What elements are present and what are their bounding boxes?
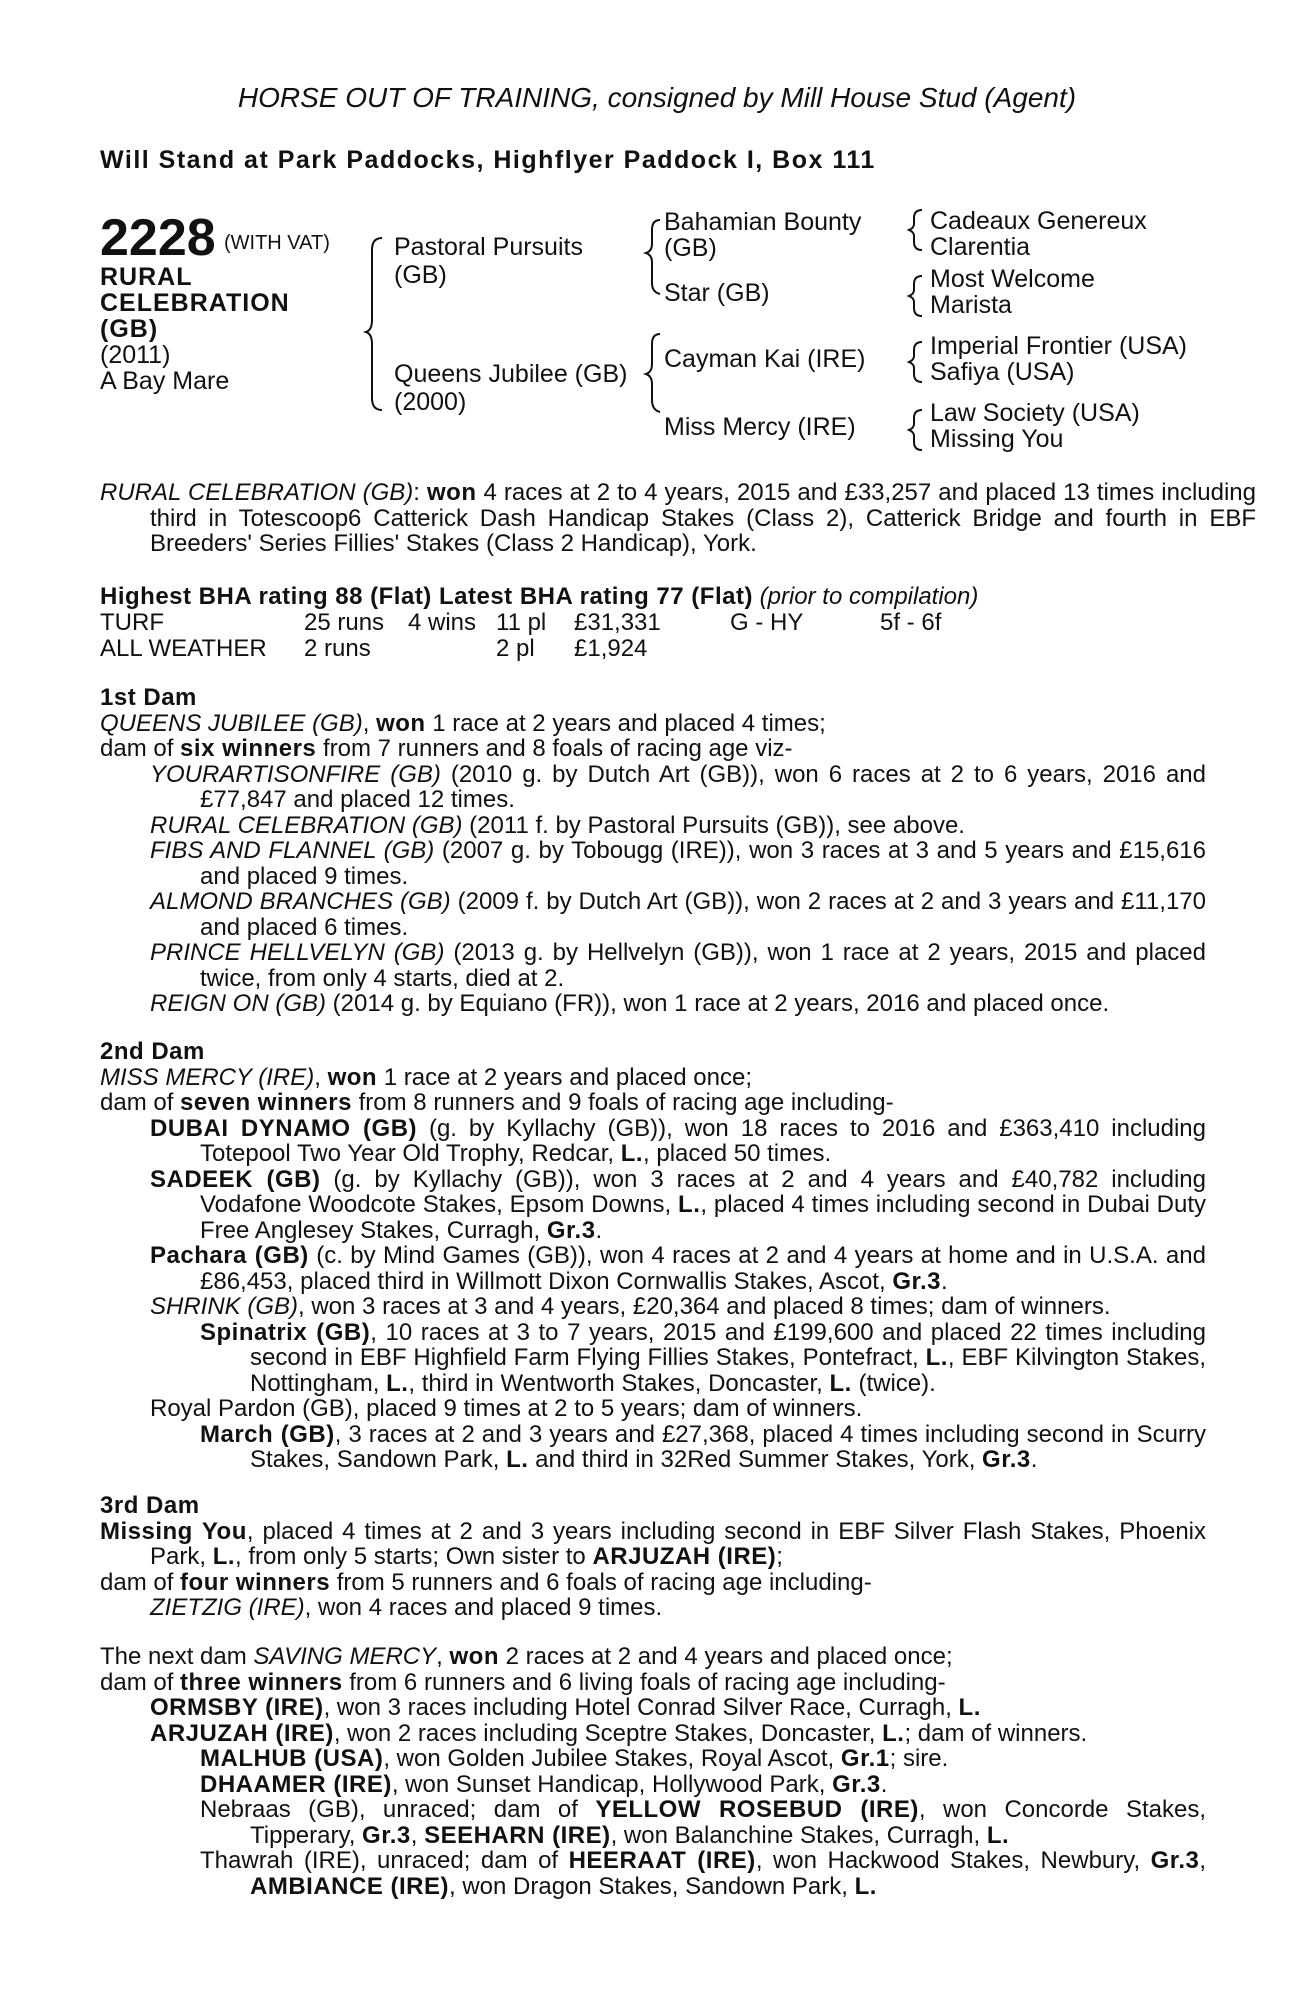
- table-row: ALL WEATHER 2 runs 2 pl £1,924: [100, 634, 648, 662]
- vat-note: (WITH VAT): [224, 232, 330, 254]
- list-item: Royal Pardon (GB), placed 9 times at 2 to 5 years; dam of winners.: [150, 1395, 863, 1422]
- list-item: Spinatrix (GB), 10 races at 3 to 7 years, 2015 and £199,600 and placed 22 times including second in EBF Highfield Farm Flying Fillies Stakes, Pontefract, L., EBF Kilvington Stakes, Nottingham, L., third in Wentworth Stakes, Doncaster, L. (twice).: [200, 1318, 1206, 1397]
- section-heading: 1st Dam: [100, 684, 197, 711]
- first-dam-section: 1st Dam QUEENS JUBILEE (GB), won 1 race at 2 years and placed 4 times; dam of six winners from 7 runners and 8 foals of racing age viz- YOURARTISONFIRE (GB) (2010 g. by Dutch Art (GB)), won 6 races at 2 to 6 years, 2016 and £77,847 and placed 12 times. RURAL CELEBRATION (GB) (2011 f. by Pastoral Pursuits (GB)), see above. FIBS AND FLANNEL (GB) (2007 g. by Tobougg (IRE)), won 3 races at 3 and 5 years and £15,616 and placed 9 times. ALMOND BRANCHES (GB) (2009 f. by Dutch Art (GB)), won 2 races at 2 and 3 years and £11,170 and placed 6 times. PRINCE HELLVELYN (GB) (2013 g. by Hellvelyn (GB)), won 1 race at 2 years, 2015 and placed twice, from only 4 starts, died at 2. REIGN ON (GB) (2014 g. by Equiano (FR)), won 1 race at 2 years, 2016 and placed once.: [100, 684, 1206, 1017]
- list-item: ALMOND BRANCHES (GB) (2009 f. by Dutch Art (GB)), won 2 races at 2 and 3 years and £11,170 and placed 6 times.: [150, 888, 1206, 941]
- list-item: SADEEK (GB) (g. by Kyllachy (GB)), won 3 races at 2 and 4 years and £40,782 including Vodafone Woodcote Stakes, Epsom Downs, L., placed 4 times including second in Dubai Duty Free Anglesey Stakes, Curragh, Gr.3.: [150, 1165, 1207, 1244]
- table-row: TURF 25 runs 4 wins 11 pl £31,331 G - HY 5f - 6f: [100, 609, 942, 636]
- list-item: Pachara (GB) (c. by Mind Games (GB)), won 4 races at 2 and 4 years at home and in U.S.A. and £86,453, placed third in Willmott Dixon Cornwallis Stakes, Ascot, Gr.3.: [150, 1242, 1206, 1295]
- dam-dam-dam: Missing You: [930, 425, 1064, 453]
- brace-dam: [646, 334, 660, 412]
- consignment-header: HORSE OUT OF TRAINING, consigned by Mill House Stud (Agent): [237, 82, 1077, 113]
- section-heading: 2nd Dam: [100, 1038, 205, 1065]
- brace-dam-dam: [909, 410, 922, 450]
- next-dam-section: The next dam SAVING MERCY, won 2 races at 2 and 4 years and placed once; dam of three winners from 6 runners and 6 living foals of racing age including- ORMSBY (IRE), won 3 races including Hotel Conrad Silver Race, Curragh, L. ARJUZAH (IRE), won 2 races including Sceptre Stakes, Doncaster, L.; dam of winners. MALHUB (USA), won Golden Jubilee Stakes, Royal Ascot, Gr.1; sire. DHAAMER (IRE), won Sunset Handicap, Hollywood Park, Gr.3. Nebraas (GB), unraced; dam of YELLOW ROSEBUD (IRE), won Concorde Stakes, Tipperary, Gr.3, SEEHARN (IRE), won Balanchine Stakes, Curragh, L. Thawrah (IRE), unraced; dam of HEERAAT (IRE), won Hackwood Stakes, Newbury, Gr.3, AMBIANCE (IRE), won Dragon Stakes, Sandown Park, L.: [100, 1643, 1207, 1900]
- list-item: FIBS AND FLANNEL (GB) (2007 g. by Tobougg (IRE)), won 3 races at 3 and 5 years and £15,616 and placed 9 times.: [150, 837, 1206, 890]
- list-item: REIGN ON (GB) (2014 g. by Equiano (FR)), won 1 race at 2 years, 2016 and placed once.: [150, 990, 1110, 1017]
- list-item: March (GB), 3 races at 2 and 3 years and £27,368, placed 4 times including second in Scurry Stakes, Sandown Park, L. and third in 32Red Summer Stakes, York, Gr.3.: [200, 1420, 1206, 1473]
- list-item: PRINCE HELLVELYN (GB) (2013 g. by Hellvelyn (GB)), won 1 race at 2 years, 2015 and placed twice, from only 4 starts, died at 2.: [150, 939, 1206, 992]
- bha-ratings: Highest BHA rating 88 (Flat) Latest BHA rating 77 (Flat) (prior to compilation): [100, 583, 979, 610]
- sire-sire-dam: Clarentia: [930, 233, 1031, 261]
- list-item: Nebraas (GB), unraced; dam of YELLOW ROSEBUD (IRE), won Concorde Stakes, Tipperary, Gr.3, SEEHARN (IRE), won Balanchine Stakes, Curragh, L.: [200, 1796, 1207, 1849]
- summary-horse-name: RURAL CELEBRATION (GB): [100, 479, 414, 506]
- horse-name-line3: (GB): [100, 315, 159, 343]
- lot-number: 2228: [100, 209, 216, 267]
- list-item: ARJUZAH (IRE), won 2 races including Sceptre Stakes, Doncaster, L.; dam of winners.: [150, 1719, 1088, 1747]
- horse-description: A Bay Mare: [100, 367, 230, 395]
- dam-dam: Miss Mercy (IRE): [664, 413, 856, 441]
- list-item: DHAAMER (IRE), won Sunset Handicap, Hollywood Park, Gr.3.: [200, 1770, 888, 1798]
- sire-sire-origin: (GB): [664, 234, 717, 262]
- list-item: RURAL CELEBRATION (GB) (2011 f. by Pastoral Pursuits (GB)), see above.: [150, 811, 965, 839]
- horse-name-line1: RURAL: [100, 263, 193, 291]
- dam-dam-sire: Law Society (USA): [930, 399, 1140, 427]
- list-item: ZIETZIG (IRE), won 4 races and placed 9 times.: [150, 1594, 663, 1621]
- list-item: SHRINK (GB), won 3 races at 3 and 4 years, £20,364 and placed 8 times; dam of winners.: [150, 1293, 1111, 1320]
- race-record-table: [100, 610, 941, 661]
- sire-sire-sire: Cadeaux Genereux: [930, 207, 1147, 235]
- brace-sire-dam: [909, 276, 922, 316]
- list-item: MALHUB (USA), won Golden Jubilee Stakes, Royal Ascot, Gr.1; sire.: [200, 1745, 949, 1772]
- list-item: YOURARTISONFIRE (GB) (2010 g. by Dutch Art (GB)), won 6 races at 2 to 6 years, 2016 and £77,847 and placed 12 times.: [150, 760, 1206, 813]
- race-summary: RURAL CELEBRATION (GB): won 4 races at 2 to 4 years, 2015 and £33,257 and placed 13 times including third in Totescoop6 Catterick Dash Handicap Stakes (Class 2), Catterick Bridge and fourth in EBF Breeders' Series Fillies' Stakes (Class 2 Handicap), York.: [100, 479, 1256, 557]
- list-item: ORMSBY (IRE), won 3 races including Hotel Conrad Silver Race, Curragh, L.: [150, 1694, 981, 1721]
- third-dam-section: 3rd Dam Missing You, placed 4 times at 2 and 3 years including second in EBF Silver Flash Stakes, Phoenix Park, L., from only 5 starts; Own sister to ARJUZAH (IRE); dam of four winners from 5 runners and 6 foals of racing age including- ZIETZIG (IRE), won 4 races and placed 9 times.: [100, 1492, 1207, 1621]
- sire-name: Pastoral Pursuits: [394, 233, 583, 261]
- pedigree-chart: [0, 0, 1314, 470]
- sire-dam-sire: Most Welcome: [930, 265, 1095, 293]
- horse-year: (2011): [100, 341, 171, 369]
- sire-origin: (GB): [394, 261, 447, 289]
- dam-sire: Cayman Kai (IRE): [664, 345, 866, 373]
- sire-dam-dam: Marista: [930, 291, 1012, 319]
- dam-sire-sire: Imperial Frontier (USA): [930, 332, 1187, 360]
- section-heading: 3rd Dam: [100, 1492, 200, 1519]
- brace-sire-sire: [909, 210, 922, 250]
- list-item: Thawrah (IRE), unraced; dam of HEERAAT (IRE), won Hackwood Stakes, Newbury, Gr.3, AMBIANCE (IRE), won Dragon Stakes, Sandown Park, L.: [200, 1847, 1207, 1900]
- sire-sire: Bahamian Bounty: [664, 208, 862, 236]
- brace-sire: [646, 220, 660, 294]
- dam-sire-dam: Safiya (USA): [930, 358, 1075, 386]
- stand-location: Will Stand at Park Paddocks, Highflyer Paddock I, Box 111: [100, 146, 876, 174]
- dam-name: Queens Jubilee (GB): [394, 360, 628, 388]
- list-item: DUBAI DYNAMO (GB) (g. by Kyllachy (GB)), won 18 races to 2016 and £363,410 including Totepool Two Year Old Trophy, Redcar, L., placed 50 times.: [150, 1114, 1206, 1167]
- sire-dam: Star (GB): [664, 279, 770, 307]
- horse-name-line2: CELEBRATION: [100, 289, 290, 317]
- dam-year: (2000): [394, 388, 467, 416]
- brace-gen1: [366, 238, 382, 410]
- brace-dam-sire: [909, 342, 922, 382]
- second-dam-section: 2nd Dam MISS MERCY (IRE), won 1 race at 2 years and placed once; dam of seven winners from 8 runners and 9 foals of racing age including- DUBAI DYNAMO (GB) (g. by Kyllachy (GB)), won 18 races to 2016 and £363,410 including Totepool Two Year Old Trophy, Redcar, L., placed 50 times. SADEEK (GB) (g. by Kyllachy (GB)), won 3 races at 2 and 4 years and £40,782 including Vodafone Woodcote Stakes, Epsom Downs, L., placed 4 times including second in Dubai Duty Free Anglesey Stakes, Curragh, Gr.3. Pachara (GB) (c. by Mind Games (GB)), won 4 races at 2 and 4 years at home and in U.S.A. and £86,453, placed third in Willmott Dixon Cornwallis Stakes, Ascot, Gr.3. SHRINK (GB), won 3 races at 3 and 4 years, £20,364 and placed 8 times; dam of winners. Spinatrix (GB), 10 races at 3 to 7 years, 2015 and £199,600 and placed 22 times including second in EBF Highfield Farm Flying Fillies Stakes, Pontefract, L., EBF Kilvington Stakes, Nottingham, L., third in Wentworth Stakes, Doncaster, L. (twice). Royal Pardon (GB), placed 9 times at 2 to 5 years; dam of winners. March (GB), 3 races at 2 and 3 years and £27,368, placed 4 times including second in Scurry Stakes, Sandown Park, L. and third in 32Red Summer Stakes, York, Gr.3.: [100, 1038, 1207, 1473]
